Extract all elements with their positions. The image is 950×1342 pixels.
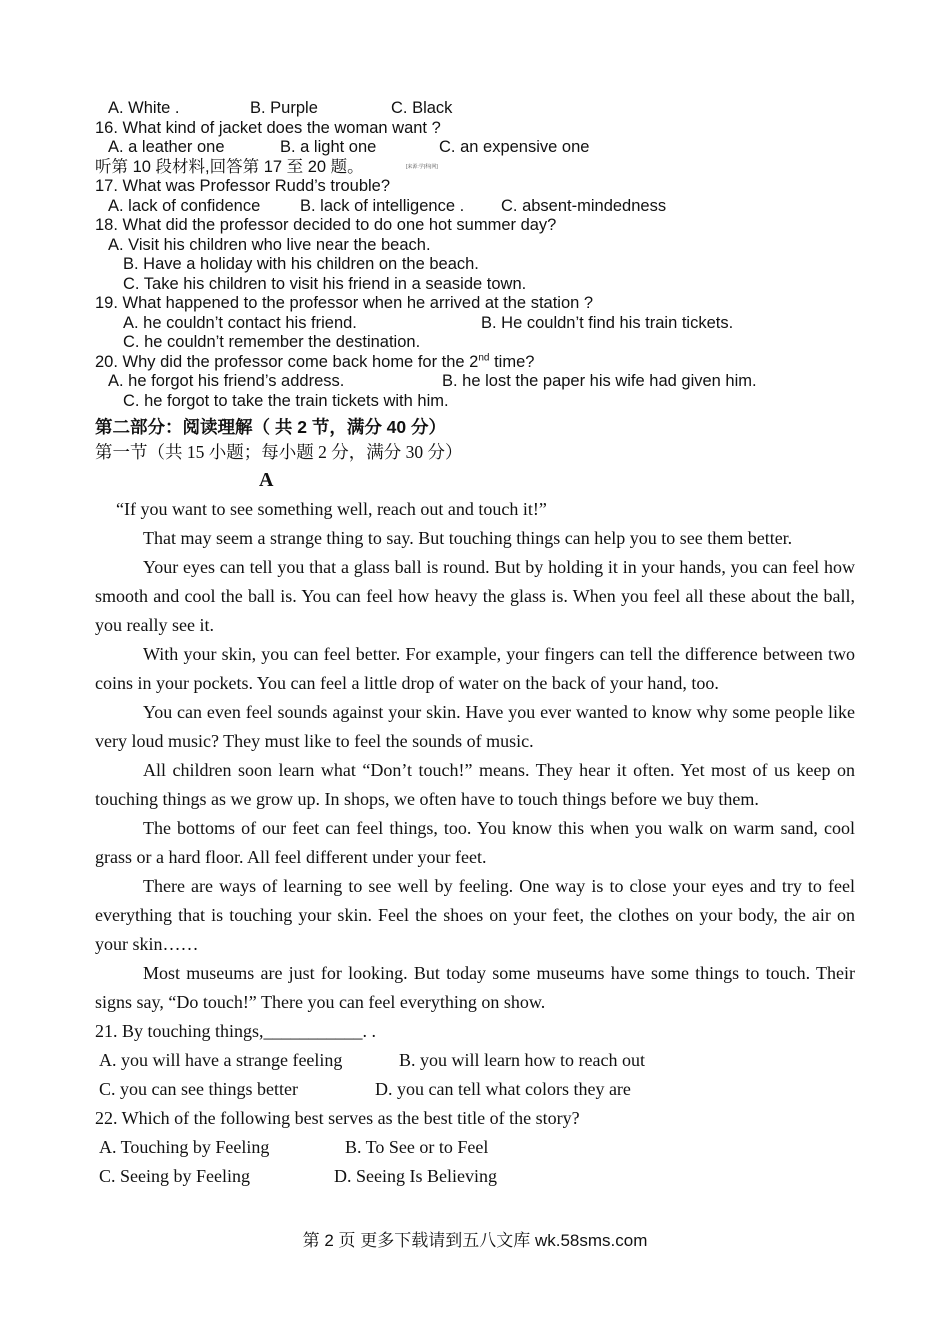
q16-question: 16. What kind of jacket does the woman want ? xyxy=(95,118,441,137)
q20-options-ab xyxy=(95,372,855,392)
passage-paragraph: Most museums are just for looking. But today some museums have some things to touch. Their signs say, “Do touch!” There you can feel everything on show. xyxy=(95,963,855,1012)
page-footer: 第 2 页 更多下载请到五八文库 wk.58sms.com xyxy=(302,1231,648,1250)
q17-question: 17. What was Professor Rudd’s trouble? xyxy=(95,177,391,195)
q18-question: 18. What did the professor decided to do one hot summer day? xyxy=(95,216,557,234)
q15-option-a: A. White . xyxy=(108,99,180,117)
source-mark: [来源:学|科|网] xyxy=(406,163,438,170)
passage-paragraph: The bottoms of our feet can feel things, too. You know this when you walk on warm sand, cool grass or a hard floor. All feel different under your feet. xyxy=(95,818,855,867)
q20-question xyxy=(95,353,855,373)
q22-option-c: C. Seeing by Feeling xyxy=(99,1166,250,1186)
q21-option-b: B. you will learn how to reach out xyxy=(399,1050,645,1070)
q20-question-sup: nd xyxy=(478,352,490,363)
q18-option-a: A. Visit his children who live near the beach. xyxy=(108,235,431,254)
q21-option-a: A. you will have a strange feeling xyxy=(99,1050,343,1070)
q17-option-b: B. lack of intelligence . xyxy=(300,196,465,215)
passage-quote: “If you want to see something well, reach out and touch it!” xyxy=(116,499,547,519)
q19-option-c: C. he couldn’t remember the destination. xyxy=(123,333,421,351)
q21-options-cd xyxy=(95,1075,855,1104)
passage-paragraph: With your skin, you can feel better. For example, your fingers can tell the difference between two coins in your pockets. You can feel a little drop of water on the back of your hand, too. xyxy=(95,644,855,693)
part2-heading: 第二部分：阅读理解（ 共 2 节，满分 40 分） xyxy=(95,417,447,437)
q21-question: 21. By touching things,___________. . xyxy=(95,1021,377,1041)
q15-option-b: B. Purple xyxy=(250,99,318,117)
q22-option-b: B. To See or to Feel xyxy=(345,1137,489,1157)
q19-options-ab xyxy=(95,314,855,334)
q19-option-a: A. he couldn’t contact his friend. xyxy=(123,313,357,332)
q16-option-a: A. a leather one xyxy=(108,138,225,156)
q17-options xyxy=(95,197,855,217)
q21-option-c: C. you can see things better xyxy=(99,1079,298,1099)
q19-option-b: B. He couldn’t find his train tickets. xyxy=(481,313,734,332)
q15-option-c: C. Black xyxy=(391,99,453,117)
q19-question: 19. What happened to the professor when he arrived at the station ? xyxy=(95,294,594,312)
q20-question-post: time? xyxy=(489,352,535,371)
passage-paragraph: That may seem a strange thing to say. But touching things can help you to see them better. xyxy=(143,528,793,548)
q16-options xyxy=(95,138,855,158)
q21-options-ab xyxy=(95,1046,855,1075)
q22-option-d: D. Seeing Is Believing xyxy=(334,1166,497,1186)
section10-text: 听第 10 段材料,回答第 17 至 20 题。 xyxy=(95,157,364,176)
q18-option-b: B. Have a holiday with his children on the beach. xyxy=(123,255,479,273)
passage-paragraph: There are ways of learning to see well by feeling. One way is to close your eyes and try to feel everything that is touching your skin. Feel the shoes on your feet, the clothes on your body, the air on your skin…… xyxy=(95,876,855,954)
q22-options-ab xyxy=(95,1133,855,1162)
passage xyxy=(95,495,855,1191)
q21-option-d: D. you can tell what colors they are xyxy=(375,1079,631,1099)
q16-option-b: B. a light one xyxy=(280,138,377,156)
q20-question-pre: 20. Why did the professor come back home for the 2 xyxy=(95,352,479,371)
exam-page xyxy=(95,99,855,1191)
q22-options-cd xyxy=(95,1162,855,1191)
section1-heading: 第一节（共 15 小题；每小题 2 分，满分 30 分） xyxy=(95,442,463,462)
q20-option-a: A. he forgot his friend’s address. xyxy=(108,372,345,390)
q15-options xyxy=(95,99,855,119)
q17-option-c: C. absent-mindedness xyxy=(501,196,667,215)
passage-paragraph: All children soon learn what “Don’t touch!” means. They hear it often. Yet most of us keep on touching things as we grow up. In shops, we often have to touch things before we buy them. xyxy=(95,760,855,809)
passage-paragraph: Your eyes can tell you that a glass ball is round. But by holding it in your hands, you can feel how smooth and cool the ball is. You can feel how heavy the glass is. When you feel all these about the ball, you really see it. xyxy=(95,557,855,635)
passage-title: A xyxy=(259,469,274,491)
q17-option-a: A. lack of confidence xyxy=(108,196,261,215)
q18-option-c: C. Take his children to visit his friend in a seaside town. xyxy=(123,274,527,293)
q20-option-c: C. he forgot to take the train tickets with him. xyxy=(123,391,449,410)
q22-option-a: A. Touching by Feeling xyxy=(99,1137,270,1157)
q20-option-b: B. he lost the paper his wife had given him. xyxy=(442,372,757,390)
q16-option-c: C. an expensive one xyxy=(439,138,590,156)
section10-instruction xyxy=(95,158,855,178)
q22-question: 22. Which of the following best serves as the best title of the story? xyxy=(95,1108,580,1128)
passage-paragraph: You can even feel sounds against your skin. Have you ever wanted to know why some people like very loud music? They must like to feel the sounds of music. xyxy=(95,702,855,751)
